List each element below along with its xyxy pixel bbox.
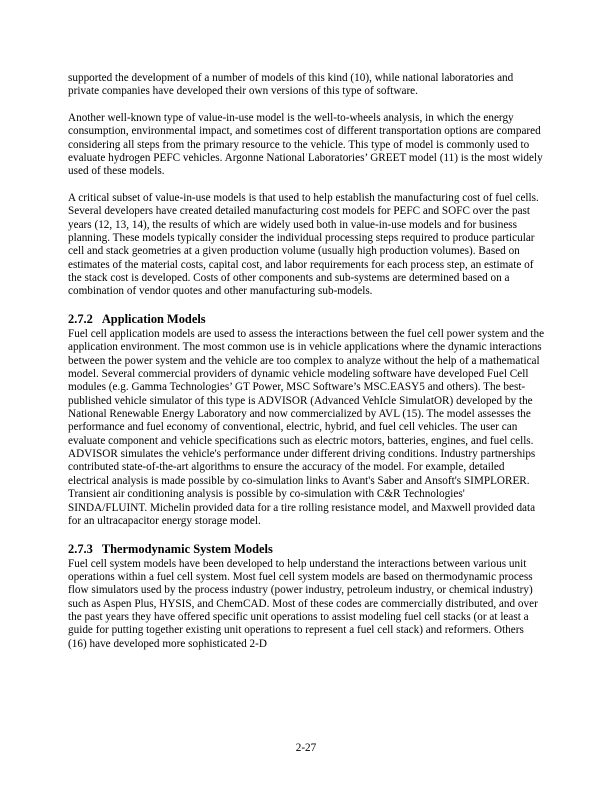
section-title: Application Models [101, 312, 206, 327]
section-heading-application-models [68, 312, 545, 327]
paragraph-application-models-body: Fuel cell application models are used to assess the interactions between the fuel cell power system and the application environment. The most common use is in vehicle applications where the dynamic interactions between the power system and the vehicle are too complex to analyze without the help of a mathematical model. Several commercial providers of dynamic vehicle modeling software have developed Fuel Cell modules (e.g. Gamma Technologies’ GT Power, MSC Software’s MSC.EASY5 and others). The best-published vehicle simulator of this type is ADVISOR (Advanced VehIcle SimulatOR) developed by the National Renewable Energy Laboratory and now commercialized by AVL (15). The model assesses the performance and fuel economy of conventional, electric, hybrid, and fuel cell vehicles. The user can evaluate component and vehicle specifications such as electric motors, batteries, engines, and fuel cells. ADVISOR simulates the vehicle's performance under different driving conditions. Industry partnerships contributed state-of-the-art algorithms to ensure the accuracy of the model. For example, detailed electrical analysis is made possible by co-simulation links to Avant's Saber and Ansoft's SIMPLORER. Transient air conditioning analysis is possible by co-simulation with C&R Technologies' SINDA/FLUINT. Michelin provided data for a tire rolling resistance model, and Maxwell provided data for an ultracapacitor energy storage model. [68, 328, 545, 527]
paragraph-manufacturing-cost: A critical subset of value-in-use models is that used to help establish the manufacturing cost of fuel cells. Several developers have created detailed manufacturing cost models for PEFC and SOFC over the past years (12, 13, 14), the results of which are widely used both in value-in-use models and for business planning. These models typically consider the individual processing steps required to produce particular cell and stack geometries at a given production volume (usually high production volumes). Based on estimates of the material costs, capital cost, and labor requirements for each process step, an estimate of the stack cost is developed. Costs of other components and sub-systems are determined based on a combination of vendor quotes and other manufacturing sub-models. [68, 192, 539, 298]
paragraph-thermodynamic-system-models-body: Fuel cell system models have been developed to help understand the interactions between various unit operations within a fuel cell system. Most fuel cell system models are based on thermodynamic process flow simulators used by the process industry (power industry, petroleum industry, or chemical industry) such as Aspen Plus, HYSIS, and ChemCAD. Most of these codes are commercially distributed, and over the past years they have offered specific unit operations to assist modeling fuel cell stacks (or at least a guide for putting together existing unit operations to represent a fuel cell stack) and reformers. Others (16) have developed more sophisticated 2-D [68, 557, 538, 650]
paragraph-well-to-wheels: Another well-known type of value-in-use model is the well-to-wheels analysis, in which the energy consumption, environmental impact, and sometimes cost of different transportation options are compared considering all steps from the primary resource to the vehicle. This type of model is commonly used to evaluate hydrogen PEFC vehicles. Argonne National Laboratories’ GREET model (11) is the most widely used of these models. [68, 111, 543, 178]
section-title: Thermodynamic System Models [101, 541, 273, 556]
section-number: 2.7.2 [68, 312, 93, 327]
page-number: 2-27 [295, 742, 317, 754]
paragraph-intro-continuation: supported the development of a number of models of this kind (10), while national laboratories and private companies have developed their own versions of this type of software. [68, 72, 514, 98]
section-number: 2.7.3 [68, 541, 93, 556]
section-heading-thermodynamic-system-models [68, 542, 545, 557]
page-footer [0, 742, 612, 755]
